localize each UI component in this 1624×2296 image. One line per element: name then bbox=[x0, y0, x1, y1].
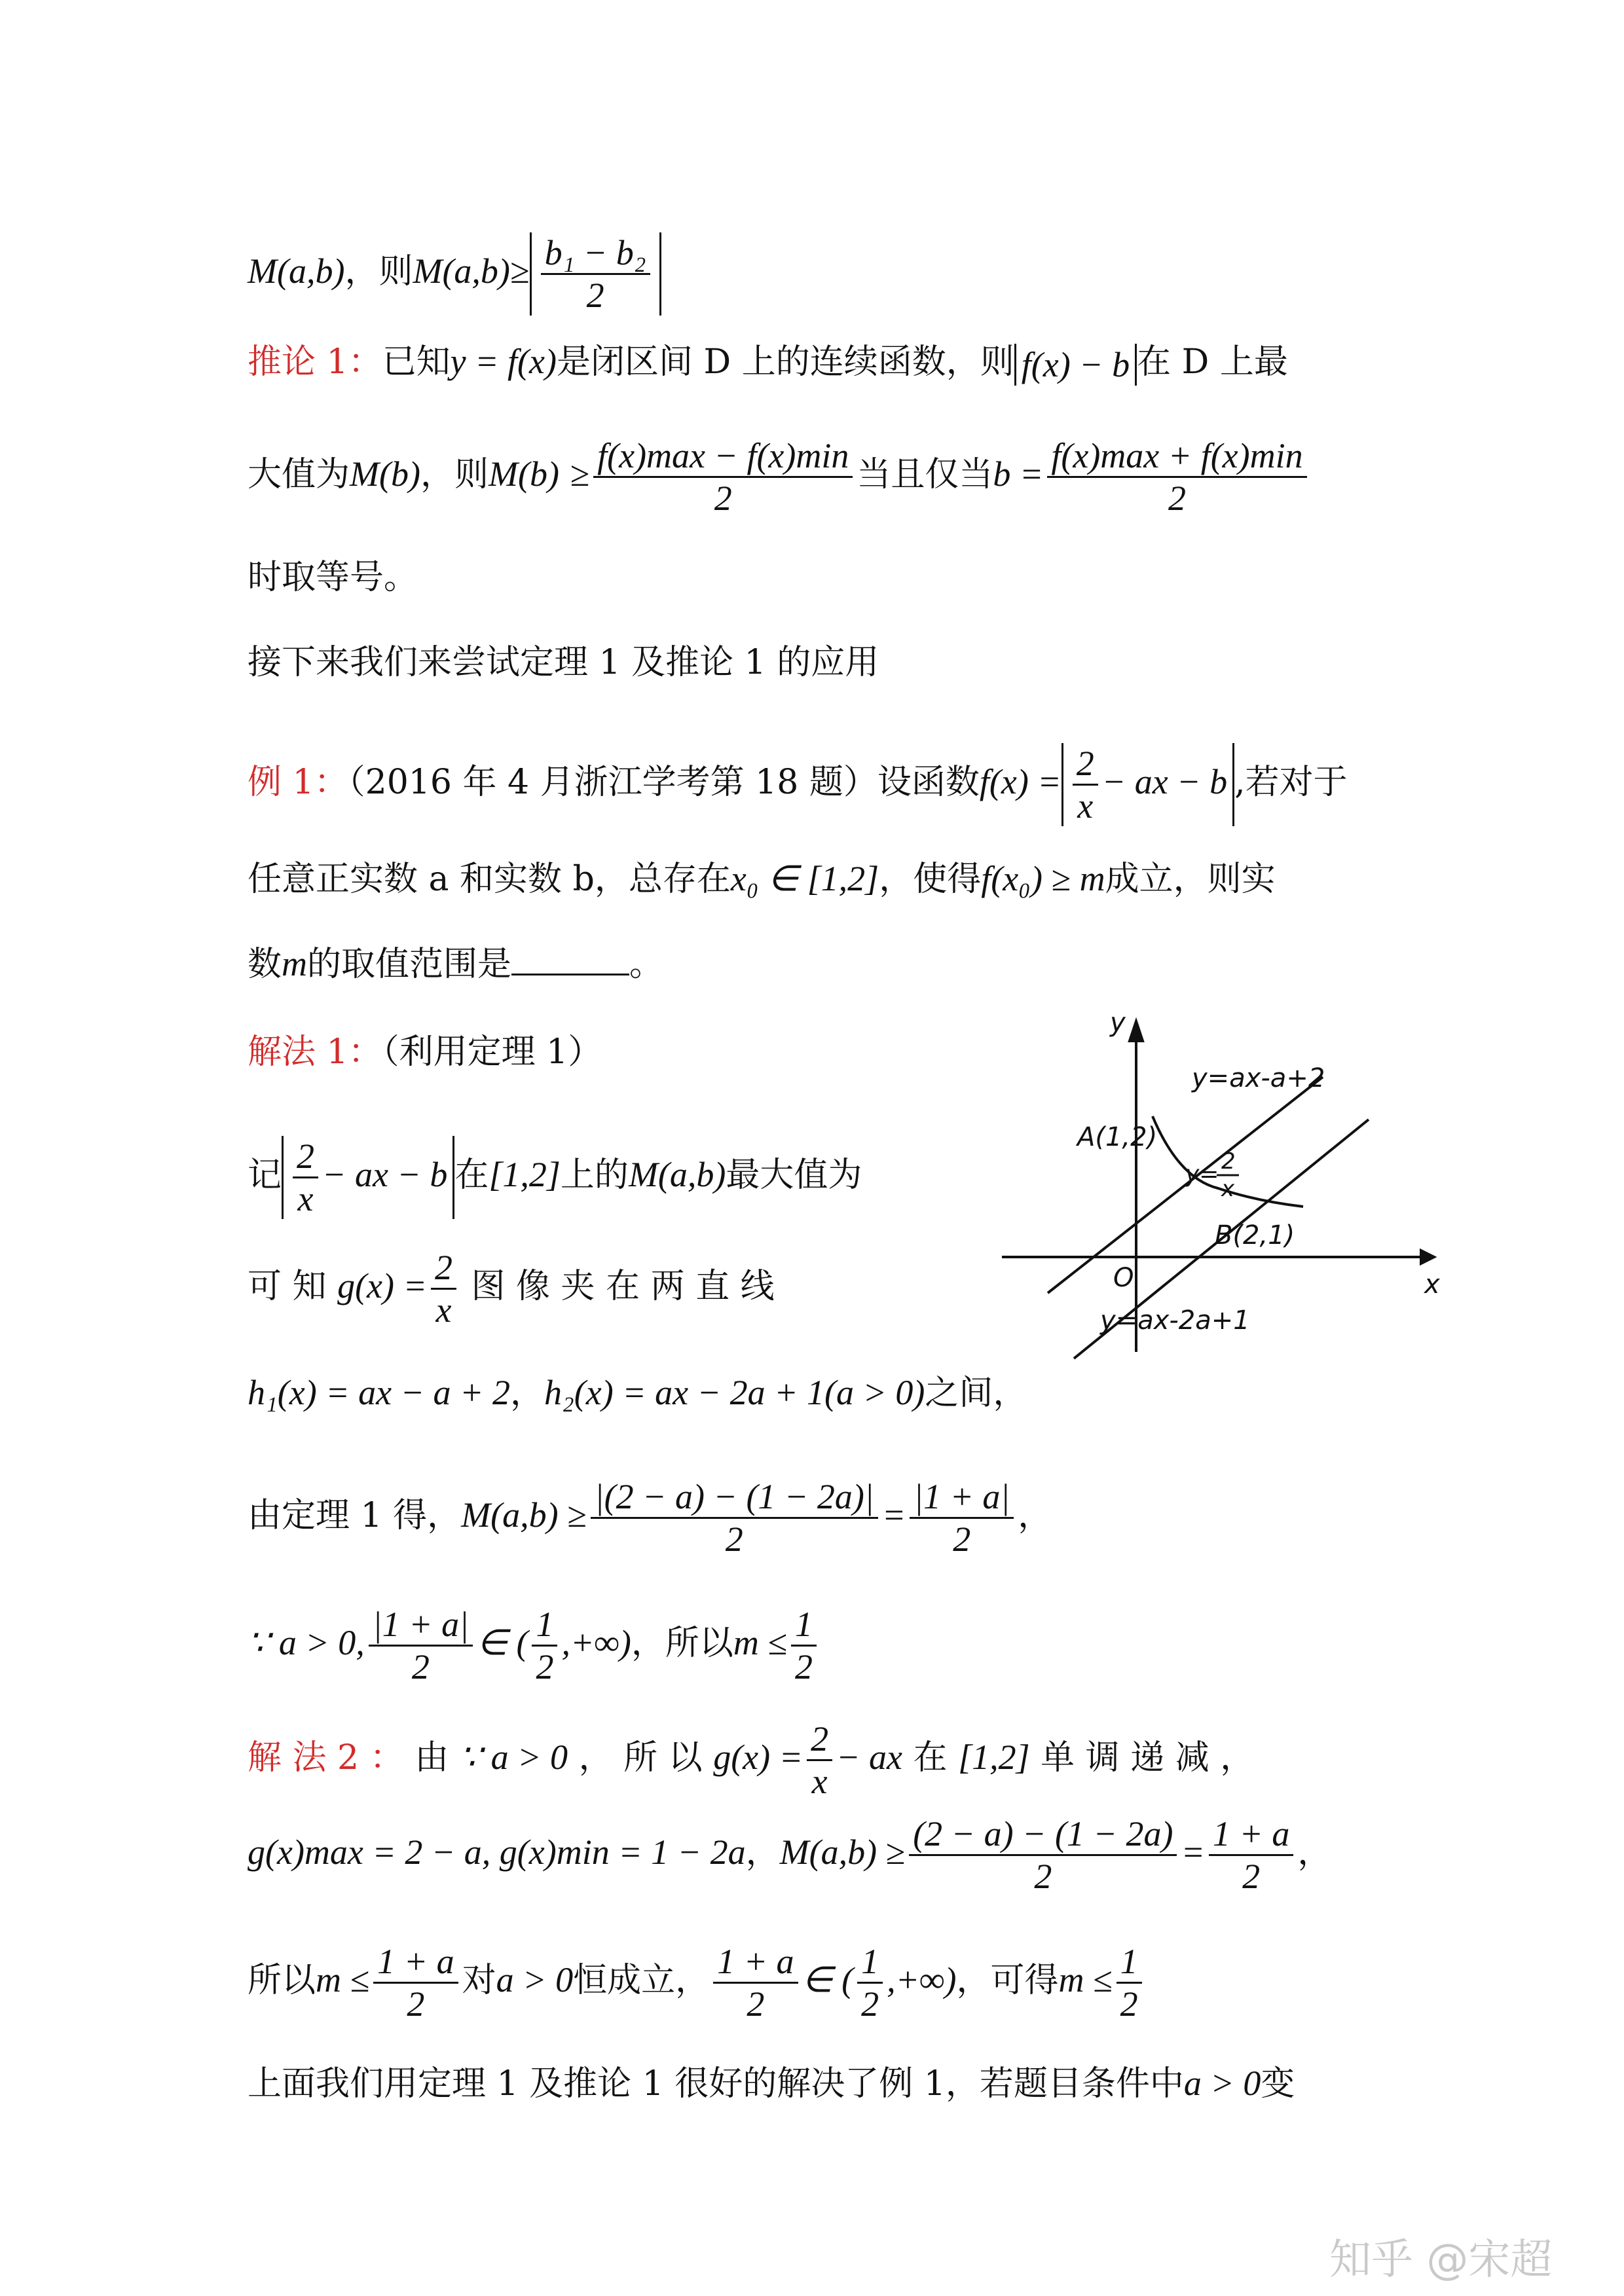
text: ， 所 以 bbox=[578, 1738, 703, 1777]
text: ,若对于 bbox=[1234, 763, 1348, 802]
fraction bbox=[1047, 435, 1306, 519]
fraction-numerator: f(x)max + f(x)min bbox=[1047, 435, 1306, 478]
sol1-line-title bbox=[248, 1031, 602, 1073]
fraction-numerator: 1 + a bbox=[713, 1941, 798, 1984]
fraction-numerator: 2 bbox=[807, 1719, 832, 1761]
fraction bbox=[1116, 1941, 1142, 2024]
fraction bbox=[713, 1941, 798, 2024]
text: 大值为 bbox=[248, 455, 350, 494]
text: 变 bbox=[1261, 2064, 1295, 2104]
sol1-line-3 bbox=[248, 1372, 1027, 1414]
formula: m ≤ bbox=[733, 1623, 788, 1662]
formula: ∵ a > 0 bbox=[459, 1738, 568, 1777]
y-axis-label: y bbox=[1110, 1011, 1126, 1038]
curve-numerator: 2 bbox=[1221, 1148, 1236, 1175]
text: 之间， bbox=[925, 1374, 1027, 1413]
formula: − ax − b bbox=[322, 1155, 448, 1194]
text: ，可得 bbox=[956, 1961, 1059, 2000]
formula: ∈ ( bbox=[476, 1623, 528, 1662]
fraction bbox=[593, 435, 853, 519]
text: （利用定理 1） bbox=[382, 1032, 602, 1072]
formula: f(x) = bbox=[979, 762, 1061, 801]
formula: g(x) = bbox=[713, 1738, 803, 1777]
formula: b = bbox=[993, 454, 1044, 494]
formula: M(a,b) ≥ bbox=[461, 1495, 587, 1535]
sol1-line-5 bbox=[248, 1604, 821, 1687]
example-line-1 bbox=[248, 743, 1348, 826]
formula-mab: M(a,b) bbox=[248, 251, 345, 291]
formula: m ≤ bbox=[1058, 1960, 1113, 1999]
text-then: ，则 bbox=[344, 252, 413, 291]
fraction bbox=[791, 1604, 817, 1687]
text: 上的 bbox=[560, 1156, 629, 1195]
text: 由定理 1 得， bbox=[248, 1496, 462, 1535]
formula: M(b) bbox=[488, 454, 559, 494]
text: 接下来我们来尝试定理 1 及推论 1 的应用 bbox=[248, 643, 879, 682]
text: （2016 年 4 月浙江学考第 18 题）设函数 bbox=[348, 763, 980, 802]
corollary-label: 推论 1： bbox=[248, 342, 382, 382]
fraction-denominator: x bbox=[1077, 786, 1094, 826]
fraction bbox=[1209, 1813, 1293, 1897]
line1-label: y=ax-a+2 bbox=[1192, 1063, 1325, 1093]
fraction-numerator: 2 bbox=[1073, 743, 1098, 786]
formula: ∈ ( bbox=[802, 1960, 854, 1999]
fraction-numerator: 1 bbox=[532, 1604, 557, 1647]
fraction-denominator: x bbox=[297, 1179, 314, 1218]
fraction-denominator: 2 bbox=[1168, 479, 1186, 518]
text: 时取等号。 bbox=[248, 558, 418, 597]
formula: ,+∞) bbox=[561, 1623, 631, 1662]
text: 当且仅当 bbox=[857, 455, 993, 494]
watermark: 知乎 @宋超 bbox=[1329, 2236, 1553, 2284]
fraction bbox=[910, 1476, 1014, 1559]
formula: − ax bbox=[836, 1738, 902, 1777]
formula-ge: M(a,b)≥ bbox=[413, 251, 530, 291]
fraction-denominator: 2 bbox=[795, 1647, 813, 1686]
sol1-line-1 bbox=[248, 1136, 862, 1219]
svg-text:y=: y= bbox=[1185, 1161, 1219, 1188]
fraction bbox=[909, 1813, 1177, 1897]
text: ，则 bbox=[420, 455, 489, 494]
fraction bbox=[369, 1604, 473, 1687]
function-graph bbox=[1002, 1011, 1441, 1372]
sol1-line-4 bbox=[248, 1476, 1052, 1559]
formula: = bbox=[1181, 1832, 1205, 1872]
fraction-denominator: x bbox=[811, 1762, 828, 1801]
abs-bracket bbox=[530, 232, 661, 316]
formula: g(x) = bbox=[337, 1266, 427, 1305]
sol2-line-2 bbox=[248, 1813, 1331, 1897]
text: 对 bbox=[462, 1961, 496, 2000]
formula: y = f(x) bbox=[450, 342, 557, 381]
y-axis-arrow bbox=[1130, 1021, 1143, 1041]
fraction-numerator: |1 + a| bbox=[910, 1476, 1014, 1519]
fraction-numerator: 2 bbox=[431, 1247, 456, 1290]
fraction-numerator: 1 bbox=[791, 1604, 817, 1647]
formula: h₁(x) = ax − a + 2 bbox=[248, 1373, 510, 1412]
text: 可 知 bbox=[248, 1267, 327, 1306]
fraction-numerator: 1 + a bbox=[1209, 1813, 1293, 1856]
fraction-denominator: 2 bbox=[1242, 1857, 1261, 1896]
formula: m bbox=[282, 944, 308, 983]
formula: M(a,b) bbox=[628, 1155, 726, 1194]
fraction-numerator: 1 bbox=[857, 1941, 883, 1984]
fraction-denominator: 2 bbox=[953, 1520, 971, 1559]
fraction bbox=[373, 1941, 458, 2024]
text: 上面我们用定理 1 及推论 1 很好的解决了例 1，若题目条件中 bbox=[248, 2064, 1184, 2104]
formula-line-1 bbox=[248, 232, 661, 316]
closing-line bbox=[248, 2062, 1295, 2105]
text: 在 bbox=[913, 1738, 948, 1777]
formula-ge: ≥ bbox=[570, 454, 590, 494]
corollary-line-1 bbox=[248, 340, 1288, 386]
fraction-numerator: |(2 − a) − (1 − 2a)| bbox=[591, 1476, 878, 1519]
fraction-denominator: 2 bbox=[714, 479, 732, 518]
fraction bbox=[591, 1476, 878, 1559]
formula: m ≤ bbox=[316, 1960, 370, 1999]
formula: M(b) bbox=[350, 454, 420, 494]
point-b-label: B(2,1) bbox=[1215, 1220, 1295, 1250]
text: 的取值范围是 bbox=[307, 945, 512, 984]
text: 由 bbox=[415, 1738, 449, 1777]
fraction-denominator: 2 bbox=[536, 1647, 554, 1686]
text: ， bbox=[745, 1833, 780, 1872]
fraction-denominator: 2 bbox=[861, 1984, 879, 2024]
intro-line bbox=[248, 642, 879, 683]
formula: ∵ a > 0, bbox=[248, 1623, 365, 1662]
text: 任意正实数 a 和实数 b，总存在 bbox=[248, 860, 731, 899]
fraction-numerator: 1 bbox=[1116, 1941, 1142, 1984]
text: 单 调 递 减 ， bbox=[1041, 1738, 1255, 1777]
text: 。 bbox=[629, 945, 664, 984]
formula: a > 0 bbox=[1183, 2064, 1261, 2103]
answer-blank bbox=[511, 945, 629, 975]
text: 恒成立， bbox=[573, 1961, 710, 2000]
text: ，所以 bbox=[631, 1624, 733, 1663]
formula: M(a,b) ≥ bbox=[779, 1832, 906, 1872]
example-label: 例 1： bbox=[248, 763, 348, 802]
fraction bbox=[857, 1941, 883, 2024]
fraction-denominator: 2 bbox=[1034, 1857, 1052, 1896]
text: 数 bbox=[248, 945, 282, 984]
fraction-denominator: 2 bbox=[725, 1520, 743, 1559]
x-axis-label: x bbox=[1424, 1269, 1440, 1300]
x-axis-arrow bbox=[1421, 1250, 1434, 1264]
formula: g(x)max = 2 − a, g(x)min = 1 − 2a bbox=[248, 1832, 746, 1872]
formula: [1,2] bbox=[958, 1738, 1030, 1777]
text: 在 bbox=[454, 1156, 489, 1195]
formula: = bbox=[881, 1495, 906, 1535]
solution-label: 解法 1： bbox=[248, 1032, 382, 1072]
fraction bbox=[807, 1719, 832, 1802]
fraction-denominator: 2 bbox=[747, 1984, 765, 2024]
point-a-label: A(1,2) bbox=[1077, 1122, 1158, 1152]
fraction bbox=[532, 1604, 557, 1687]
text: 最大值为 bbox=[726, 1156, 862, 1195]
formula: − ax − b bbox=[1101, 762, 1228, 801]
example-line-2 bbox=[248, 858, 1276, 900]
corollary-line-3 bbox=[248, 556, 418, 598]
formula: a > 0 bbox=[496, 1960, 574, 1999]
origin-label: O bbox=[1113, 1263, 1134, 1293]
fraction-numerator: (2 − a) − (1 − 2a) bbox=[909, 1813, 1177, 1856]
text: ， bbox=[1297, 1833, 1332, 1872]
abs-bracket bbox=[1061, 743, 1234, 826]
fraction bbox=[1073, 743, 1098, 826]
text: ，使得 bbox=[879, 860, 982, 899]
fraction-numerator: b₁ − b₂ bbox=[541, 232, 650, 275]
abs-expression: f(x) − b bbox=[1014, 344, 1137, 386]
sol2-line-3 bbox=[248, 1941, 1146, 2024]
fraction-denominator: 2 bbox=[411, 1647, 430, 1686]
text: 记 bbox=[248, 1156, 282, 1195]
text: 所以 bbox=[248, 1961, 316, 2000]
text: 已知 bbox=[382, 342, 451, 382]
line2-label: y=ax-2a+1 bbox=[1100, 1305, 1250, 1336]
fraction-denominator: 2 bbox=[407, 1984, 425, 2024]
fraction-numerator: 1 + a bbox=[373, 1941, 458, 1984]
solution-label: 解 法 2 ： bbox=[248, 1738, 404, 1777]
text: 是闭区间 D 上的连续函数，则 bbox=[556, 342, 1014, 382]
fraction-numerator: 2 bbox=[293, 1136, 318, 1178]
formula: x₀ ∈ [1,2] bbox=[730, 859, 879, 898]
fraction bbox=[541, 232, 650, 316]
formula: f(x₀) ≥ m bbox=[981, 859, 1105, 898]
fraction-denominator: 2 bbox=[1120, 1984, 1138, 2024]
fraction-denominator: x bbox=[435, 1290, 452, 1330]
text: ， bbox=[510, 1374, 545, 1413]
text: 成立，则实 bbox=[1105, 860, 1276, 899]
text: ， bbox=[1018, 1496, 1052, 1535]
curve-denominator: x bbox=[1221, 1176, 1235, 1202]
fraction-numerator: f(x)max − f(x)min bbox=[593, 435, 853, 478]
fraction-numerator: |1 + a| bbox=[369, 1604, 473, 1647]
example-line-3 bbox=[248, 943, 663, 985]
formula: ,+∞) bbox=[887, 1960, 957, 1999]
sol2-line-1 bbox=[248, 1719, 1254, 1802]
formula: h₂(x) = ax − 2a + 1(a > 0) bbox=[544, 1373, 925, 1412]
corollary-line-2 bbox=[248, 435, 1311, 519]
sol1-line-2 bbox=[248, 1247, 775, 1330]
fraction bbox=[431, 1247, 456, 1330]
formula: [1,2] bbox=[489, 1155, 561, 1194]
abs-bracket bbox=[282, 1136, 454, 1219]
fraction-denominator: 2 bbox=[586, 276, 604, 315]
text: 在 D 上最 bbox=[1137, 342, 1288, 382]
text: 图 像 夹 在 两 直 线 bbox=[471, 1267, 775, 1306]
fraction bbox=[293, 1136, 318, 1219]
